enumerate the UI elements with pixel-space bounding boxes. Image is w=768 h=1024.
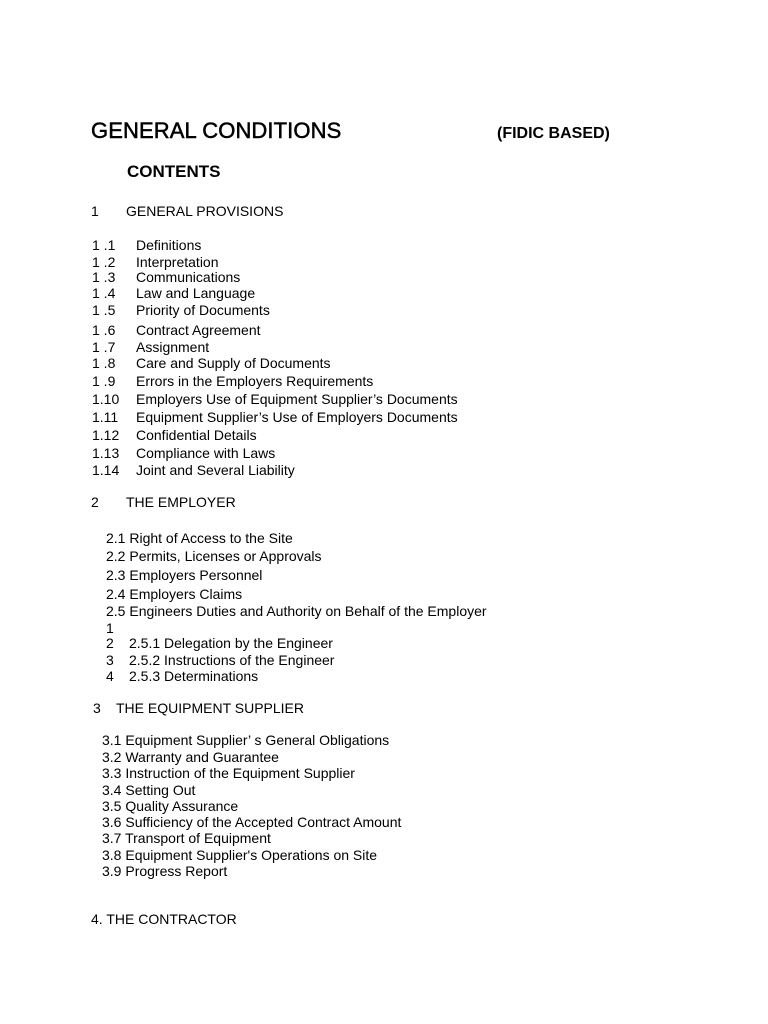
- list-item-number: 1 .1: [92, 237, 116, 253]
- list-item-number: 1 .8: [92, 355, 116, 371]
- list-item: 2.1 Right of Access to the Site: [106, 530, 293, 546]
- section-3-number: 3: [93, 700, 101, 716]
- list-item-number: 1.11: [92, 409, 119, 425]
- list-item-label: Definitions: [136, 237, 202, 253]
- list-item: 3.6 Sufficiency of the Accepted Contract Amount: [102, 814, 402, 830]
- section-3-title: THE EQUIPMENT SUPPLIER: [116, 700, 305, 716]
- list-item-number: 1.12: [92, 427, 120, 443]
- sub-item-number: 1: [106, 620, 114, 636]
- list-item-label: Contract Agreement: [136, 322, 261, 338]
- list-item-number: 1.13: [92, 445, 120, 461]
- list-item-label: Compliance with Laws: [136, 445, 276, 461]
- list-item-number: 1 .2: [92, 254, 116, 270]
- list-item-number: 1 .7: [92, 339, 116, 355]
- contents-heading: CONTENTS: [127, 162, 221, 181]
- list-item: 2.2 Permits, Licenses or Approvals: [106, 548, 322, 564]
- sub-item-label: 2.5.1 Delegation by the Engineer: [129, 635, 333, 651]
- sub-item-number: 4: [106, 668, 114, 684]
- list-item-number: 1 .3: [92, 269, 116, 285]
- list-item-label: Interpretation: [136, 254, 219, 270]
- list-item-number: 1 .9: [92, 373, 116, 389]
- list-item-number: 1 .5: [92, 302, 116, 318]
- section-1-number: 1: [91, 203, 99, 219]
- list-item-number: 1.14: [92, 462, 120, 478]
- sub-item-label: 2.5.3 Determinations: [129, 668, 259, 684]
- list-item-label: Assignment: [136, 339, 210, 355]
- list-item-number: 1.10: [92, 391, 120, 407]
- list-item-label: Employers Use of Equipment Supplier’s Documents: [136, 391, 458, 407]
- sub-item-label: 2.5.2 Instructions of the Engineer: [129, 652, 335, 668]
- list-item-label: Errors in the Employers Requirements: [136, 373, 374, 389]
- list-item: 3.4 Setting Out: [102, 782, 196, 798]
- list-item-label: Equipment Supplier’s Use of Employers Documents: [136, 409, 458, 425]
- list-item: 3.2 Warranty and Guarantee: [102, 749, 279, 765]
- list-item-label: Priority of Documents: [136, 302, 270, 318]
- list-item: 2.3 Employers Personnel: [106, 567, 263, 583]
- list-item-label: Care and Supply of Documents: [136, 355, 331, 371]
- section-2-title: THE EMPLOYER: [126, 494, 236, 510]
- list-item-label: Law and Language: [136, 285, 256, 301]
- list-item: 3.9 Progress Report: [102, 863, 228, 879]
- list-item: 3.3 Instruction of the Equipment Supplier: [102, 765, 355, 781]
- list-item: 3.1 Equipment Supplier’ s General Obligations: [102, 732, 390, 748]
- section-4-title: 4. THE CONTRACTOR: [91, 911, 237, 927]
- section-1-title: GENERAL PROVISIONS: [126, 203, 284, 219]
- list-item-label: Confidential Details: [136, 427, 257, 443]
- page-subtitle: (FIDIC BASED): [497, 125, 610, 142]
- sub-item-number: 2: [106, 635, 114, 651]
- list-item: 2.5 Engineers Duties and Authority on Behalf of the Employer: [106, 603, 487, 619]
- list-item-label: Communications: [136, 269, 241, 285]
- list-item: 2.4 Employers Claims: [106, 586, 243, 602]
- list-item-label: Joint and Several Liability: [136, 462, 295, 478]
- list-item: 3.8 Equipment Supplier's Operations on Site: [102, 847, 378, 863]
- sub-item-number: 3: [106, 652, 114, 668]
- list-item: 3.7 Transport of Equipment: [102, 830, 271, 846]
- section-2-number: 2: [91, 494, 99, 510]
- list-item: 3.5 Quality Assurance: [102, 798, 239, 814]
- list-item-number: 1 .4: [92, 285, 116, 301]
- list-item-number: 1 .6: [92, 322, 116, 338]
- page-title: GENERAL CONDITIONS: [91, 118, 342, 143]
